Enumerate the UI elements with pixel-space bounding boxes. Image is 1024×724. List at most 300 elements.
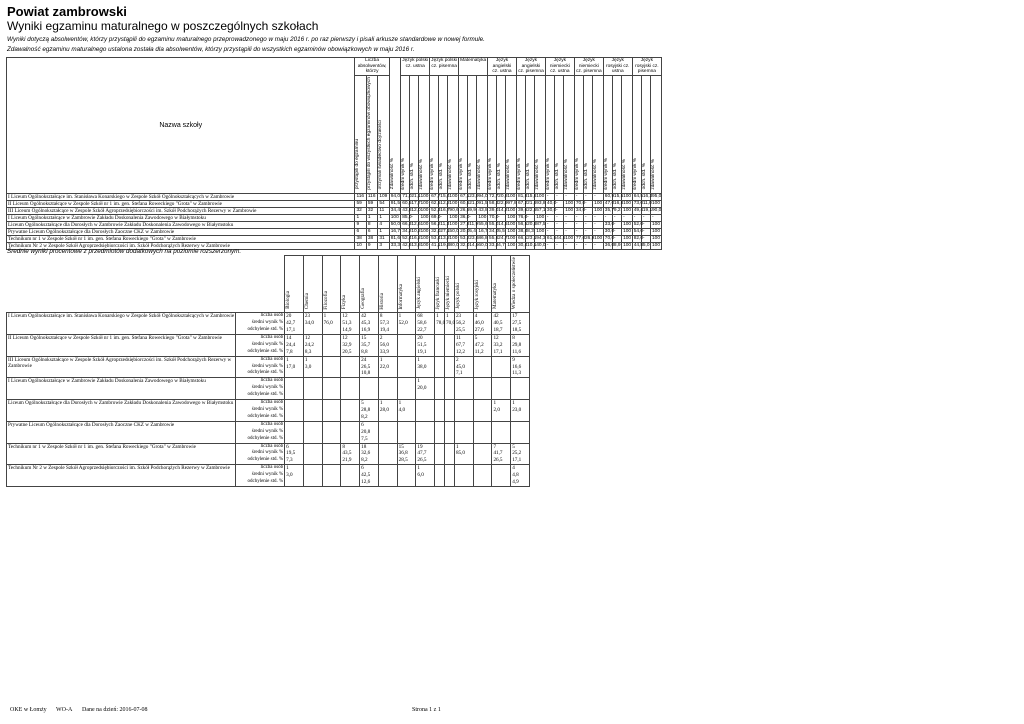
cell-value	[493, 385, 509, 392]
cell-value: 11,3	[512, 370, 522, 377]
cell-value: -	[410, 215, 419, 222]
cell-value: 5,0	[642, 243, 650, 249]
cell-value	[324, 349, 340, 356]
cell-value: 14,9	[342, 327, 352, 334]
subject-cell	[341, 313, 360, 335]
cell-value: 8,9	[613, 243, 621, 249]
cell-value	[417, 392, 433, 399]
subject-group-header: Język niemiecki cz. pisemna	[576, 58, 602, 75]
cell-value	[493, 422, 509, 429]
cell-value: 17,1	[286, 327, 296, 334]
cell-value: 69,0	[431, 215, 441, 221]
subject-label: Chemia	[303, 293, 310, 310]
cell-value: 77,0	[575, 236, 586, 242]
cell-value: 41,1	[431, 243, 441, 249]
row-labels	[236, 334, 285, 356]
subject-cell	[341, 465, 360, 487]
cell-value: 20	[417, 334, 423, 341]
cell-value	[446, 414, 453, 421]
cell-value: 50,0	[390, 222, 401, 228]
cell-value	[305, 327, 321, 334]
metric-col-label: średni wynik %	[488, 157, 494, 190]
subject-header	[473, 256, 492, 313]
cell-value	[417, 400, 433, 407]
cell-value: -	[555, 222, 564, 229]
cell-value: 23,9	[469, 194, 479, 200]
cell-value	[436, 444, 443, 451]
cell-value: 7,1	[455, 370, 463, 377]
cell-value	[342, 422, 358, 429]
cell-value: 52,0	[398, 320, 408, 327]
school-name-header: Nazwa szkoły	[7, 58, 355, 194]
cell-value: 35,7	[604, 208, 615, 214]
cell-value	[342, 400, 358, 407]
cell-value	[399, 465, 415, 472]
row-label: liczba osób	[260, 378, 284, 384]
cell-value: 17,1	[512, 457, 522, 464]
subject-header	[397, 256, 416, 313]
cell-value: 7,5	[361, 435, 368, 442]
table-row	[7, 356, 530, 378]
cell-value: 34,0	[489, 229, 499, 235]
count-col-header	[355, 75, 366, 193]
cell-value	[380, 385, 396, 392]
cell-value: 32	[355, 208, 366, 215]
cell-value: 23,0	[512, 407, 522, 414]
subject-cell	[492, 378, 511, 400]
subject-cell	[378, 421, 397, 443]
cell-value: 67,1	[460, 194, 470, 200]
cell-value: 5	[361, 400, 364, 407]
cell-value: 1	[355, 215, 366, 222]
subject-cell	[303, 465, 322, 487]
cell-value: 8	[379, 313, 383, 320]
table-row	[7, 229, 662, 236]
cell-value: 11,2	[474, 348, 484, 355]
cell-value: 17,0	[286, 363, 296, 370]
empty-header	[7, 256, 236, 313]
row-label: średni wynik %	[251, 472, 284, 478]
subject-group-header: Język polski cz. pisemna	[430, 58, 459, 76]
cell-value: 60,9	[604, 194, 615, 200]
metric-col-header	[564, 75, 575, 193]
cell-value: 91,5	[390, 201, 401, 207]
cell-value	[493, 465, 509, 472]
metric-col-header	[593, 75, 604, 193]
cell-value	[361, 385, 377, 392]
cell-value: 44,5	[556, 236, 566, 242]
cell-value	[446, 450, 453, 457]
subject-cell	[285, 313, 304, 335]
cell-value	[286, 429, 302, 436]
cell-value	[446, 457, 453, 464]
row-label: odchylenie std. %	[247, 457, 284, 463]
cell-value: 24,4	[286, 341, 296, 348]
cell-value: 1	[286, 356, 289, 363]
cell-value	[324, 422, 340, 429]
cell-value: 21,1	[411, 194, 421, 200]
cell-value	[475, 392, 491, 399]
cell-value: -	[555, 201, 564, 208]
cell-value: 29,8	[512, 341, 522, 348]
cell-value	[305, 479, 321, 486]
row-label: średni wynik %	[251, 320, 284, 326]
section2-title: Średnie wyniki procentowe z przedmiotów dodatkowych na poziomie rozszerzonym.	[7, 248, 242, 255]
count-col-header	[366, 75, 377, 193]
cell-value: 40,0	[536, 243, 546, 249]
cell-value: 67,2	[517, 201, 528, 207]
cell-value	[324, 364, 340, 371]
cell-value: 20,8	[361, 428, 371, 435]
cell-value: 17,7	[411, 201, 421, 207]
cell-value: 51,3	[342, 320, 352, 327]
cell-value	[456, 429, 472, 436]
school-name: Liceum Ogólnokształcące dla Dorosłych w Zambrowie Zakładu Doskonalenia Zawodowego w Białymstoku	[7, 222, 355, 229]
cell-value	[436, 400, 443, 407]
subject-group-header: Język angielski cz. pisemna	[518, 58, 544, 75]
cell-value	[286, 392, 302, 399]
subject-label: Język polski	[454, 283, 461, 310]
cell-value: 33,3	[489, 243, 499, 249]
cell-value: -	[641, 215, 650, 222]
subject-header	[445, 256, 455, 313]
cell-value	[456, 400, 472, 407]
cell-value: 36,0	[460, 215, 470, 221]
metric-col-label: odch. std. %	[555, 163, 561, 190]
cell-value: 67,7	[431, 194, 441, 200]
cell-value: 30,0	[546, 208, 557, 214]
cell-value	[436, 457, 443, 464]
cell-value	[342, 370, 358, 377]
subject-cell	[378, 378, 397, 400]
table-row	[7, 400, 530, 422]
cell-value	[399, 357, 415, 364]
cell-value: 23	[455, 313, 462, 320]
cell-value	[324, 465, 340, 472]
cell-value: 11	[455, 334, 461, 341]
cell-value: 30,0	[604, 229, 615, 235]
subject-label: Historia	[378, 292, 385, 310]
cell-value: -	[564, 222, 575, 229]
pass-rate-label: Zdawalność %	[389, 158, 395, 190]
cell-value	[446, 472, 453, 479]
subject-cell	[322, 313, 341, 335]
cell-value: 5	[512, 443, 515, 450]
metric-col-header	[603, 75, 612, 193]
cell-value	[493, 392, 509, 399]
cell-value: -	[593, 215, 604, 222]
row-label: odchylenie std. %	[247, 413, 284, 419]
cell-value: 100	[507, 236, 516, 242]
cell-value: 93,8	[536, 201, 546, 207]
cell-value: 36,0	[604, 243, 615, 249]
cell-value	[436, 392, 443, 399]
cell-value	[399, 436, 415, 443]
cell-value	[493, 414, 509, 421]
subject-cell	[454, 400, 473, 422]
cell-value: 42,6	[402, 243, 412, 249]
cell-value	[475, 400, 491, 407]
metric-col-header	[410, 75, 419, 193]
cell-value	[446, 385, 453, 392]
subject-cell	[322, 421, 341, 443]
metric-col-label: zdawalność %	[506, 158, 512, 190]
extended-results-table	[6, 255, 530, 487]
metric-col-label: odch. std. %	[641, 163, 647, 190]
subject-cell	[322, 334, 341, 356]
subject-cell	[445, 378, 455, 400]
subject-cell	[322, 356, 341, 378]
cell-value	[399, 429, 415, 436]
results-table	[6, 57, 662, 250]
subject-label: Fizyka	[341, 295, 348, 310]
cell-value	[475, 407, 491, 414]
subject-cell	[303, 421, 322, 443]
metric-col-label: średni wynik %	[459, 157, 465, 190]
cell-value: 1	[304, 356, 308, 363]
subject-cell	[454, 378, 473, 400]
cell-value: 100	[507, 215, 516, 221]
table-row	[7, 215, 662, 222]
cell-value	[286, 414, 302, 421]
subject-cell	[511, 465, 530, 487]
school-name: I Liceum Ogólnokształcące w Zambrowie Zakładu Doskonalenia Zawodowego w Białymstoku	[7, 378, 236, 400]
cell-value: -	[612, 229, 621, 236]
row-label: odchylenie std. %	[247, 370, 284, 376]
cell-value	[436, 335, 443, 342]
cell-value: 32,0	[460, 243, 470, 249]
cell-value: 100	[420, 236, 429, 242]
cell-value: 59	[366, 201, 377, 208]
cell-value: -	[593, 222, 604, 229]
row-label: liczba osób	[260, 421, 284, 427]
metric-col-label: średni wynik %	[401, 157, 407, 190]
cell-value	[436, 342, 443, 349]
cell-value: -	[468, 215, 477, 222]
cell-value: 32,0	[431, 229, 441, 235]
cell-value: -	[632, 215, 641, 222]
cell-value: 94,3	[536, 236, 546, 242]
cell-value	[475, 450, 491, 457]
cell-value	[512, 378, 528, 385]
subject-cell	[416, 334, 435, 356]
cell-value: 4	[512, 465, 515, 472]
cell-value	[456, 465, 472, 472]
cell-value	[380, 436, 396, 443]
subject-label: Język angielski	[416, 277, 423, 310]
row-label: liczba osób	[260, 334, 284, 340]
cell-value: 25,2	[512, 450, 522, 457]
cell-value	[512, 429, 528, 436]
cell-value: 27,6	[474, 327, 484, 334]
cell-value: 33,9	[379, 348, 389, 355]
subject-cell	[416, 378, 435, 400]
cell-value: 100	[449, 215, 458, 221]
subject-cell	[397, 465, 416, 487]
subject-cell	[473, 378, 492, 400]
cell-value: 43,5	[342, 450, 352, 457]
cell-value: 9	[512, 356, 515, 363]
cell-value	[324, 450, 340, 457]
cell-value	[436, 357, 443, 364]
cell-value: 18,5	[512, 327, 522, 334]
count-col-label: przystąpili do egzaminu	[355, 139, 361, 190]
cell-value: 1	[417, 378, 420, 385]
subject-cell	[360, 421, 379, 443]
cell-value: 8,3	[527, 229, 534, 235]
cell-value	[475, 472, 491, 479]
cell-value: 90,6	[449, 208, 459, 214]
cell-value: 66,3	[402, 222, 412, 228]
cell-value: -	[564, 243, 575, 250]
cell-value	[475, 465, 491, 472]
cell-value	[493, 429, 509, 436]
cell-value: 42	[361, 313, 367, 320]
cell-value: 70,0	[489, 215, 499, 221]
subject-cell	[445, 421, 455, 443]
cell-value: 16,2	[411, 236, 421, 242]
cell-value: 17	[512, 313, 518, 320]
row-labels	[236, 313, 285, 335]
cell-value: 8,2	[361, 457, 368, 464]
subject-label: Filozofia	[322, 290, 329, 310]
cell-value	[380, 370, 396, 377]
subject-header	[322, 256, 341, 313]
subject-header	[454, 256, 473, 313]
cell-value: 50,0	[449, 229, 459, 235]
subject-cell	[341, 443, 360, 465]
cell-value: 27,8	[460, 222, 470, 228]
subject-cell	[397, 356, 416, 378]
cell-value: 100	[449, 194, 458, 200]
cell-value: 1	[286, 465, 289, 472]
cell-value: 38,4	[517, 229, 528, 235]
cell-value: 25,5	[455, 327, 466, 334]
cell-value: 20,0	[417, 385, 427, 392]
cell-value: 64,5	[633, 194, 644, 200]
cell-value: 100	[623, 236, 632, 242]
metric-col-label: średni wynik %	[516, 157, 522, 190]
metric-col-label: odch. std. %	[439, 163, 445, 190]
subject-cell	[473, 421, 492, 443]
subject-cell	[341, 421, 360, 443]
cell-value: 33,0	[604, 222, 615, 228]
cell-value	[417, 429, 433, 436]
count-col-header	[378, 75, 389, 193]
cell-value: 11,9	[469, 222, 479, 228]
subject-header	[416, 256, 435, 313]
header-row	[7, 58, 662, 76]
cell-value: 36,8	[398, 450, 408, 457]
cell-value: -	[593, 229, 604, 236]
cell-value	[305, 457, 321, 464]
metric-col-header	[439, 75, 448, 193]
cell-value: 22,0	[379, 363, 389, 370]
cell-value: 7,3	[286, 457, 293, 464]
cell-value: 23	[304, 313, 311, 320]
cell-value: 56,5	[517, 222, 528, 228]
cell-value: 7,8	[286, 348, 293, 355]
cell-value	[305, 392, 321, 399]
cell-value: 38,0	[417, 363, 427, 370]
cell-value: 100	[623, 208, 632, 214]
cell-value: 32	[366, 208, 377, 215]
cell-value: 18	[361, 443, 367, 450]
cell-value: 20,8	[527, 222, 537, 228]
cell-value: 12	[342, 313, 348, 320]
cell-value	[417, 407, 433, 414]
cell-value: 100	[507, 222, 516, 228]
cell-value	[399, 364, 415, 371]
cell-value	[456, 422, 472, 429]
subject-cell	[435, 313, 445, 335]
subject-cell	[285, 356, 304, 378]
cell-value	[475, 385, 491, 392]
cell-value: 26,5	[417, 457, 427, 464]
cell-value: 58,6	[417, 320, 427, 327]
cell-value: 1	[436, 313, 439, 320]
cell-value: 54	[378, 201, 389, 208]
cell-value	[324, 378, 340, 385]
cell-value	[324, 370, 340, 377]
metric-col-header	[477, 75, 488, 193]
cell-value: 39,0	[489, 208, 499, 214]
cell-value: 14	[286, 334, 292, 341]
cell-value: 19,4	[379, 327, 389, 334]
cell-value: 53,4	[431, 236, 441, 242]
cell-value	[342, 472, 358, 479]
cell-value: 100	[623, 243, 632, 249]
cell-value	[493, 479, 509, 486]
cell-value	[436, 414, 443, 421]
subject-group-header: Język polski cz. ustna	[401, 58, 430, 76]
subject-cell	[416, 443, 435, 465]
school-name: II Liceum Ogólnokształcące w Zespole Szkół nr 1 im. gen. Stefana Roweckiego "Grota" w Zambrowie	[7, 334, 236, 356]
cell-value: 13,8	[411, 243, 421, 249]
cell-value: 21,6	[527, 201, 537, 207]
cell-value: 40,5	[493, 320, 503, 327]
subject-cell	[435, 378, 445, 400]
cell-value: 42,7	[286, 320, 296, 327]
metric-col-label: zdawalność %	[419, 158, 425, 190]
row-label: liczba osób	[260, 400, 284, 406]
cell-value: 6	[361, 465, 364, 472]
cell-value: 34,2	[402, 229, 412, 235]
cell-value: 4,8	[512, 472, 519, 479]
cell-value	[446, 429, 453, 436]
cell-value: -	[584, 215, 593, 222]
cell-value	[305, 444, 321, 451]
school-name: Technikum Nr 2 w Zespole Szkół Agroprzedsiębiorczości im. Szkół Podchorążych Rezerwy w Zambrowie	[7, 465, 236, 487]
cell-value	[380, 457, 396, 464]
cell-value	[324, 414, 340, 421]
table-row	[7, 378, 530, 400]
cell-value: 22,5	[527, 208, 537, 214]
metric-col-label: odch. std. %	[526, 163, 532, 190]
cell-value: 16,9	[361, 327, 371, 334]
cell-value: 19,5	[286, 450, 296, 457]
cell-value: 31	[378, 236, 389, 243]
cell-value	[446, 370, 453, 377]
cell-value: 12,2	[440, 201, 450, 207]
cell-value: 20,5	[342, 348, 352, 355]
cell-value: -	[497, 215, 506, 222]
metric-col-label: odch. std. %	[468, 163, 474, 190]
subject-cell	[360, 378, 379, 400]
cell-value: 60,0	[478, 243, 488, 249]
cell-value: 22,7	[417, 327, 427, 334]
school-name: Technikum nr 1 w Zespole Szkół nr 1 im. gen. Stefana Roweckiego "Grota" w Zambrowie	[7, 443, 236, 465]
